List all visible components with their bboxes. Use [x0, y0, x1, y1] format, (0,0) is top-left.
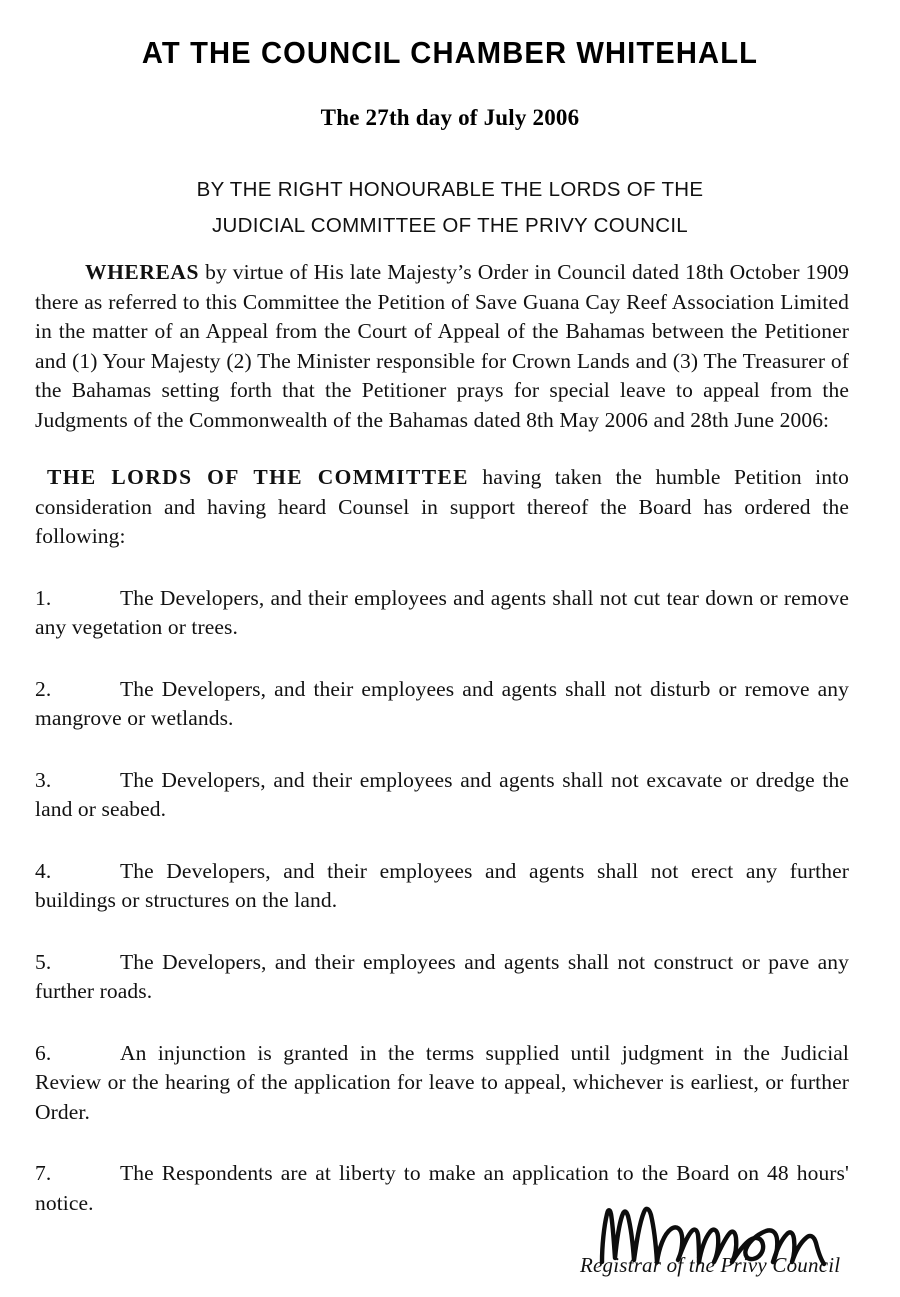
- page-title: AT THE COUNCIL CHAMBER WHITEHALL: [141, 35, 759, 70]
- document-date: The 27th day of July 2006: [320, 105, 580, 130]
- order-number: 6.: [35, 1040, 52, 1065]
- lords-lead: THE LORDS OF THE COMMITTEE: [47, 465, 469, 489]
- order-number: 7.: [35, 1161, 52, 1185]
- order-number: 1.: [35, 585, 52, 610]
- order-text: The Developers, and their employees and agents shall not cut tear down or remove any vegetation or trees.: [35, 585, 849, 639]
- order-text: An injunction is granted in the terms supplied until judgment in the Judicial Review or the hearing of the application for leave to appeal, whichever is earliest, or further Order.: [35, 1040, 849, 1124]
- order-item: [35, 948, 849, 1007]
- order-text: The Developers, and their employees and agents shall not erect any further buildings or structures on the land.: [35, 858, 849, 912]
- order-text: The Developers, and their employees and agents shall not disturb or remove any mangrove or wetlands.: [35, 676, 849, 730]
- order-number: 5.: [35, 949, 52, 974]
- order-item: [35, 857, 849, 916]
- order-item: [35, 675, 849, 734]
- authority-line-2: JUDICIAL COMMITTEE OF THE PRIVY COUNCIL: [211, 214, 689, 237]
- order-number: 2.: [35, 676, 52, 701]
- order-item: [35, 766, 849, 825]
- order-text: The Developers, and their employees and agents shall not construct or pave any further roads.: [35, 949, 849, 1003]
- whereas-lead: WHEREAS: [85, 260, 200, 284]
- signature-caption: Registrar of the Privy Council: [580, 1253, 841, 1277]
- order-number: 4.: [35, 858, 52, 883]
- paragraph-whereas: [35, 258, 849, 435]
- order-item: [35, 1039, 849, 1128]
- orders-list: [35, 584, 849, 1219]
- order-text: The Respondents are at liberty to make an application to the Board on 48 hours' notice.: [35, 1161, 849, 1215]
- order-number: 3.: [35, 767, 52, 792]
- authority-line-1: BY THE RIGHT HONOURABLE THE LORDS OF THE: [196, 178, 704, 201]
- lords-text: having taken the humble Petition into consideration and having heard Counsel in support thereof the Board has ordered the following:: [35, 465, 849, 548]
- paragraph-lords-of-the-committee: [35, 463, 849, 552]
- signature-block: [560, 1196, 890, 1296]
- order-item: [35, 584, 849, 643]
- order-text: The Developers, and their employees and agents shall not excavate or dredge the land or seabed.: [35, 767, 849, 821]
- issuing-authority: [0, 172, 900, 244]
- whereas-text: by virtue of His late Majesty’s Order in Council dated 18th October 1909 there as referred to this Committee the Petition of Save Guana Cay Reef Association Limited in the matter of an Appeal from the Court of Appeal of the Bahamas between the Petitioner and (1) Your Majesty (2) The Minister responsible for Crown Lands and (3) The Treasurer of the Bahamas setting forth that the Petitioner prays for special leave to appeal from the Judgments of the Commonwealth of the Bahamas dated 8th May 2006 and 28th June 2006:: [35, 260, 849, 432]
- document-body: [35, 258, 849, 1218]
